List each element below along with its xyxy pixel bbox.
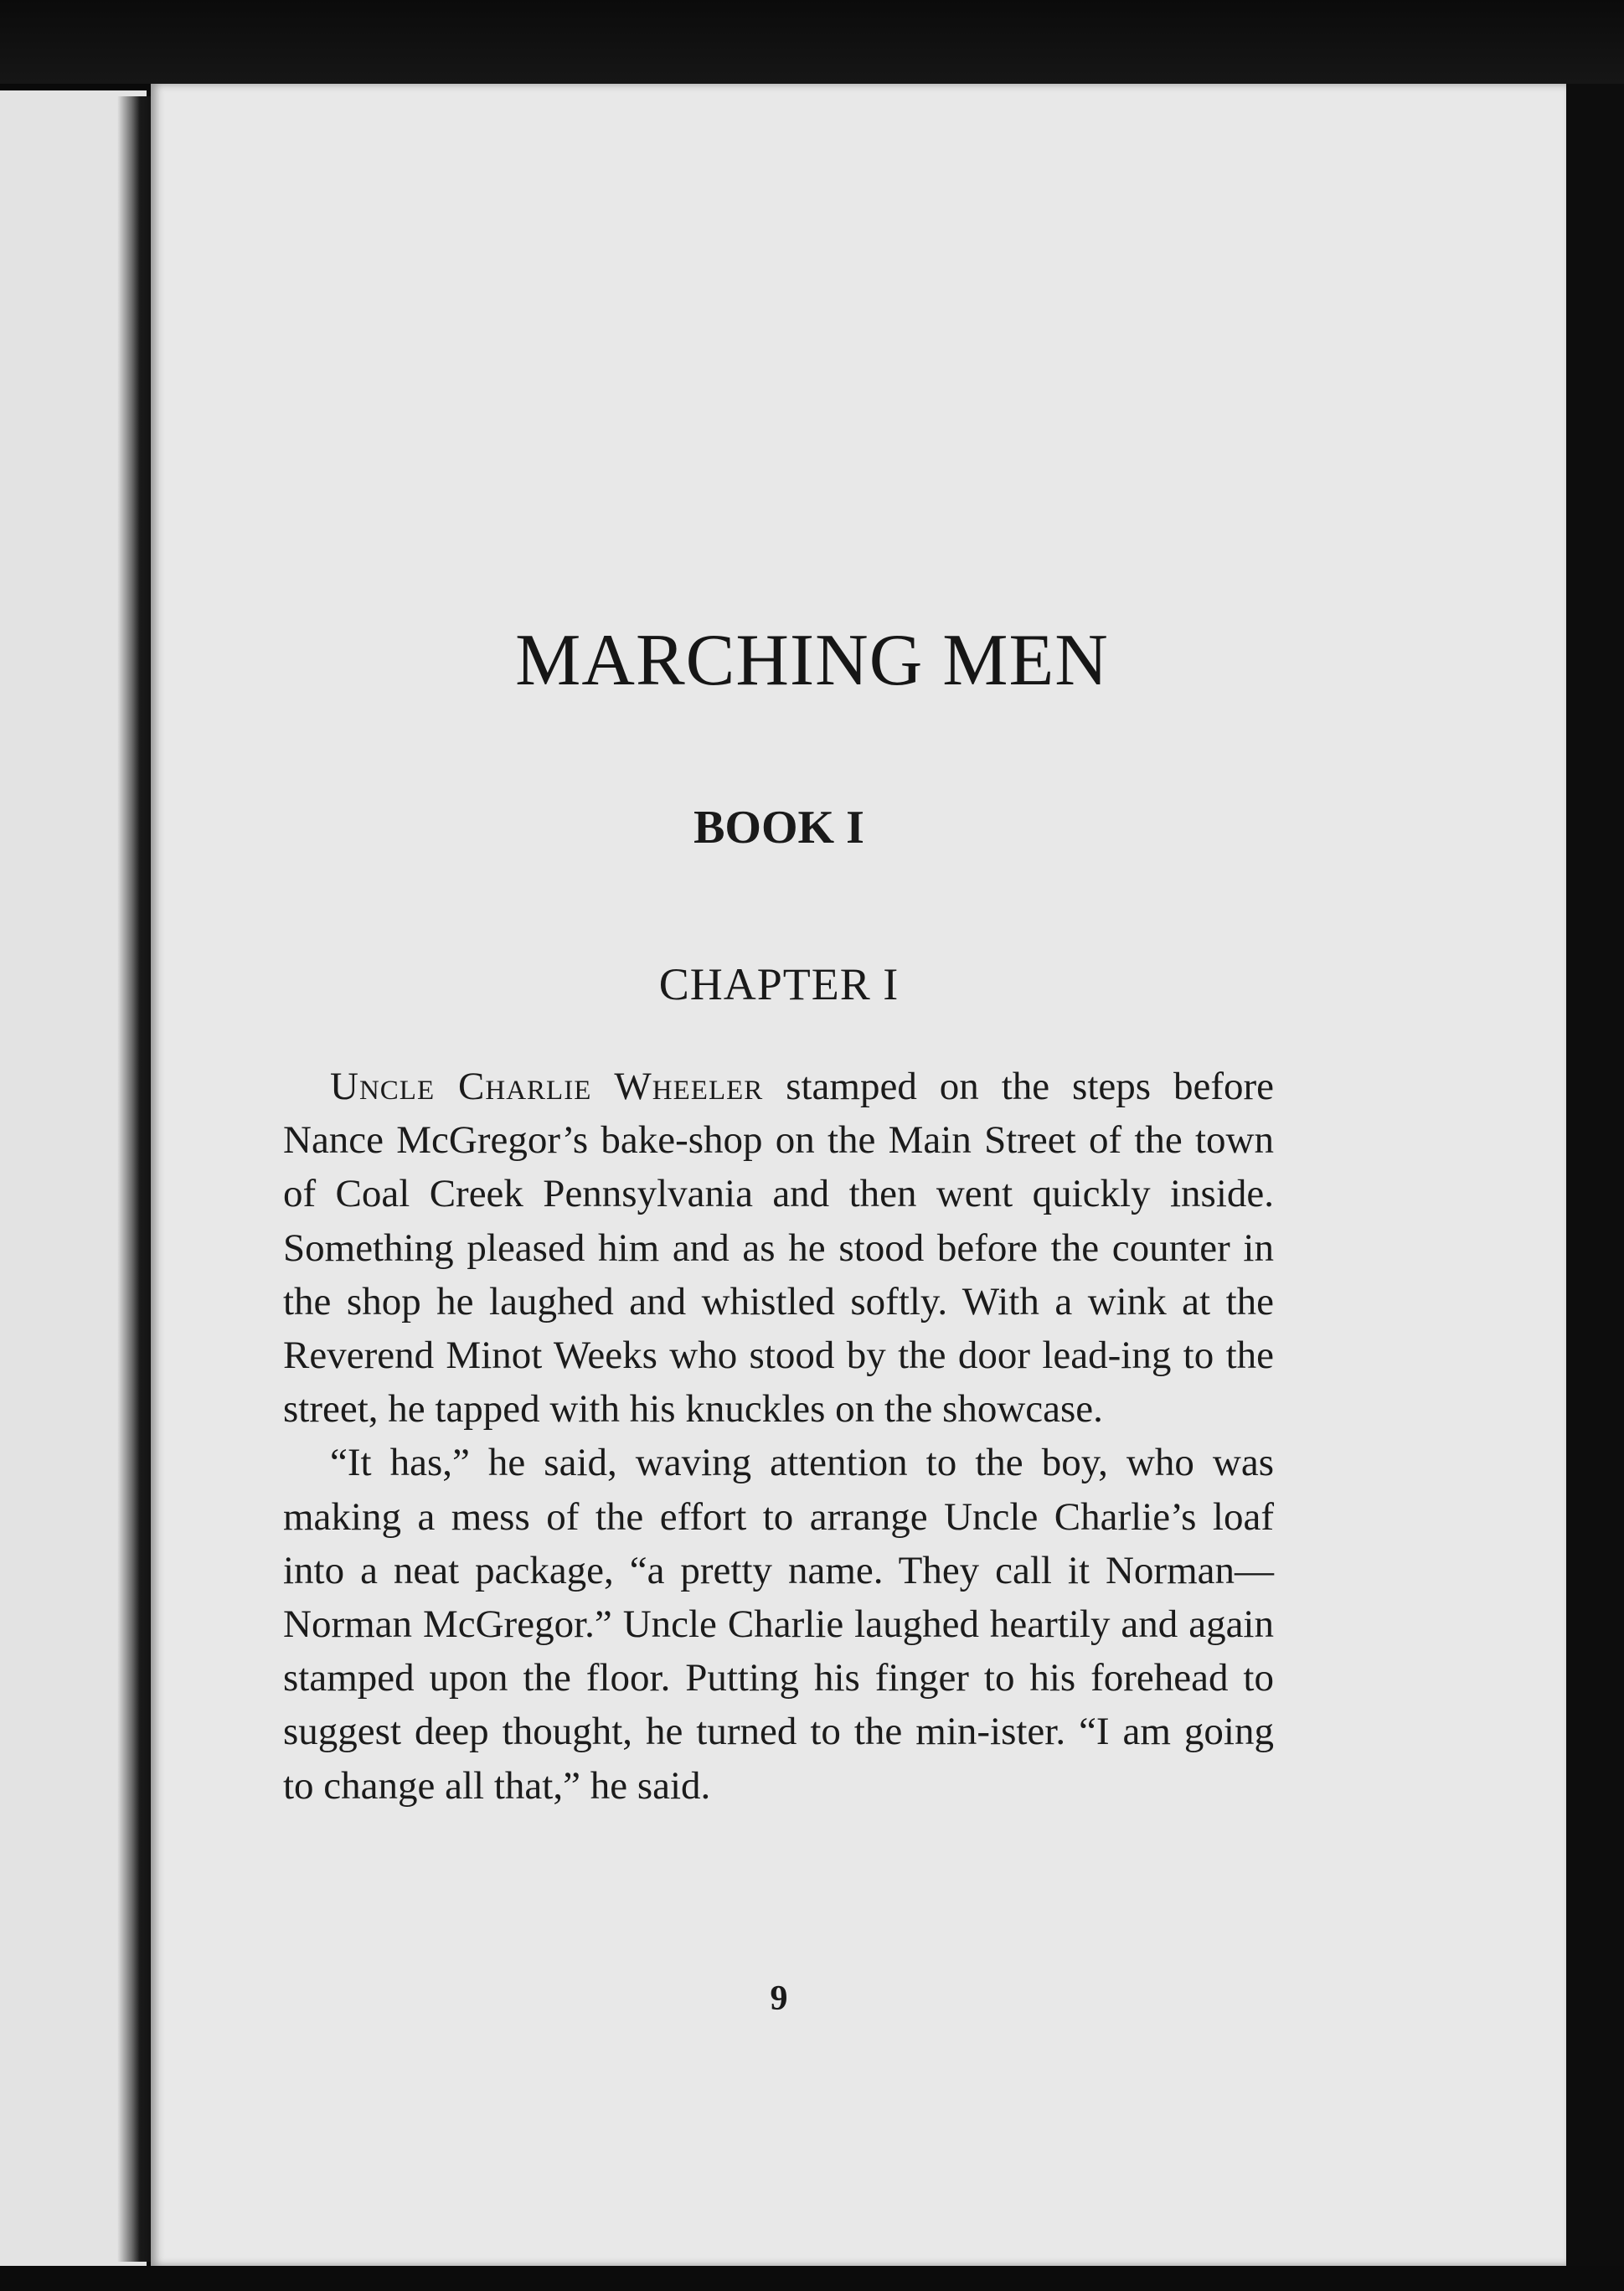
paragraph-2: “It has,” he said, waving attention to the boy, who was making a mess of the effort to arrange Uncle Charlie’s loaf into a neat package, “a pretty name. They call it Norman—Norman McGregor.” Uncle Charlie laughed heartily and again stamped upon the floor. Putting his finger to his forehead to suggest deep thought, he turned to the min-ister. “I am going to change all that,” he said. (283, 1441, 1274, 1808)
book-heading: BOOK I (693, 802, 864, 854)
paragraph-1-text: stamped on the steps before Nance McGregor’s bake-shop on the Main Street of the town of Coal Creek Pennsylvania and then went quickly inside. Something pleased him and as he stood before the counter in the shop he laughed and whistled softly. With a wink at the Reverend Minot Weeks who stood by the door lead-ing to the street, he tapped with his knuckles on the showcase. (283, 1065, 1274, 1432)
paragraph-1 (283, 1060, 1274, 1436)
chapter-heading: CHAPTER I (658, 959, 900, 1009)
opening-smallcaps: Uncle Charlie Wheeler (330, 1065, 764, 1108)
book-title: MARCHING MEN (515, 620, 1109, 701)
scan-right-border (1566, 84, 1624, 2291)
scan-bottom-border (0, 2266, 1624, 2291)
body-text (283, 1060, 1274, 1813)
page-number: 9 (770, 1979, 788, 2018)
scan-top-border (0, 0, 1624, 84)
book-gutter-shadow (117, 96, 155, 2262)
